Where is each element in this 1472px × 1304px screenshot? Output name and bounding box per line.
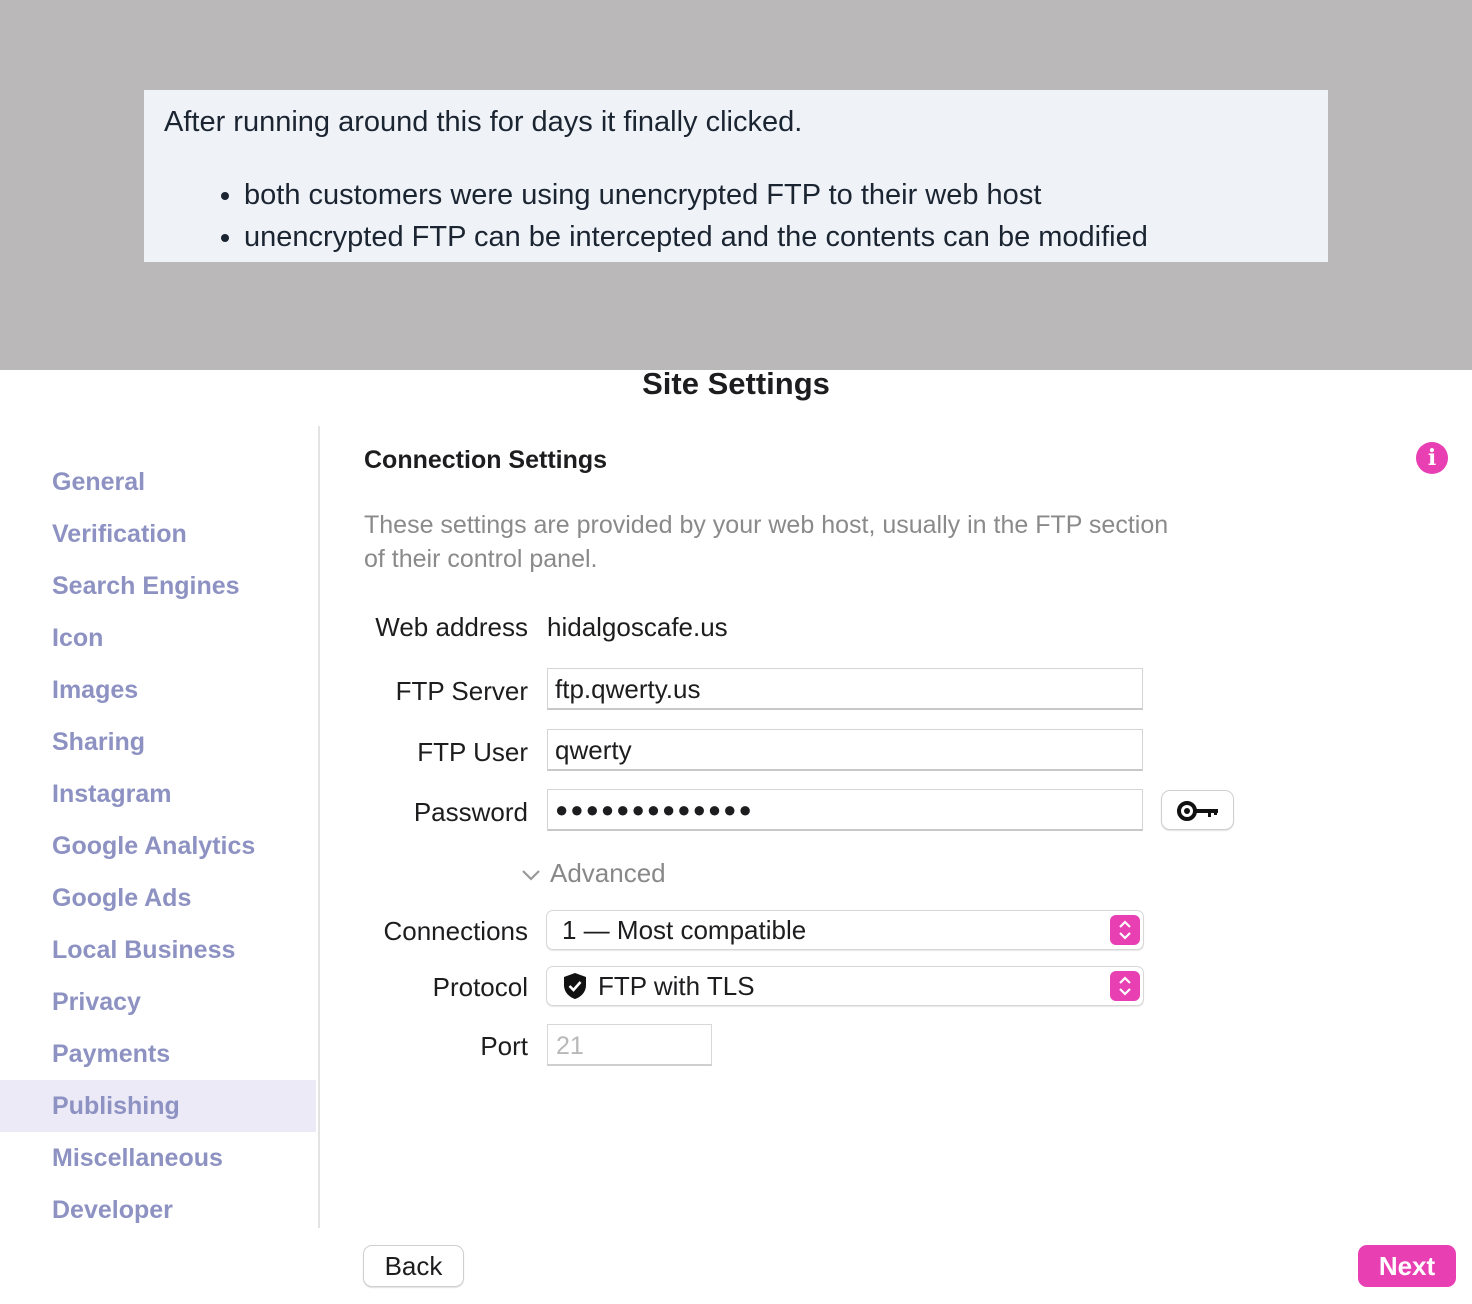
shield-check-icon: [562, 972, 588, 1000]
sidebar-item-search-engines[interactable]: Search Engines: [52, 572, 240, 600]
ftp-user-label: FTP User: [417, 737, 528, 767]
sidebar-item-developer[interactable]: Developer: [52, 1196, 173, 1224]
advanced-label: Advanced: [550, 858, 666, 888]
protocol-value: FTP with TLS: [598, 971, 755, 1001]
sidebar-item-miscellaneous[interactable]: Miscellaneous: [52, 1144, 223, 1172]
sidebar-item-sharing[interactable]: Sharing: [52, 728, 146, 756]
protocol-select[interactable]: [546, 966, 1144, 1006]
sidebar-item-payments[interactable]: Payments: [52, 1040, 171, 1068]
background-banner: [0, 0, 1472, 370]
info-icon[interactable]: i: [1416, 442, 1448, 474]
port-field[interactable]: 21: [547, 1024, 712, 1066]
sidebar-item-images[interactable]: Images: [52, 676, 139, 704]
quote-box: [144, 90, 1328, 262]
quote-bullet: • unencrypted FTP can be intercepted and the contents can be modified: [244, 216, 1308, 258]
connections-label: Connections: [383, 916, 528, 946]
section-title: Connection Settings: [364, 446, 608, 474]
sidebar-item-privacy[interactable]: Privacy: [52, 988, 141, 1016]
up-down-arrows-icon: [1110, 915, 1140, 945]
web-address-value: hidalgoscafe.us: [547, 612, 728, 642]
sidebar-item-icon[interactable]: Icon: [52, 624, 104, 652]
connections-select[interactable]: [546, 910, 1144, 950]
next-button[interactable]: Next: [1358, 1245, 1456, 1287]
chevron-down-icon: [520, 868, 542, 882]
connections-value: 1 — Most compatible: [562, 915, 807, 945]
advanced-toggle[interactable]: [520, 858, 666, 889]
window-title: Site Settings: [642, 366, 830, 401]
up-down-arrows-icon: [1110, 971, 1140, 1001]
sidebar-item-google-analytics[interactable]: Google Analytics: [52, 832, 256, 860]
sidebar-item-verification[interactable]: Verification: [52, 520, 187, 548]
password-field[interactable]: ●●●●●●●●●●●●●: [547, 789, 1143, 831]
password-key-button[interactable]: [1161, 790, 1234, 830]
section-description: These settings are provided by your web host, usually in the FTP section of their control panel.: [364, 511, 1169, 573]
sidebar-item-instagram[interactable]: Instagram: [52, 780, 172, 808]
sidebar-item-google-ads[interactable]: Google Ads: [52, 884, 192, 912]
protocol-label: Protocol: [432, 972, 528, 1002]
sidebar: [0, 456, 318, 1236]
quote-bullet: • both customers were using unencrypted FTP to their web host: [244, 174, 1308, 216]
sidebar-item-general[interactable]: General: [52, 468, 146, 496]
quote-bullets: [164, 174, 1308, 258]
sidebar-item-local-business[interactable]: Local Business: [52, 936, 236, 964]
ftp-user-field[interactable]: qwerty: [547, 729, 1143, 771]
ftp-server-field[interactable]: ftp.qwerty.us: [547, 668, 1143, 710]
back-button[interactable]: Back: [363, 1245, 464, 1287]
ftp-server-label: FTP Server: [395, 676, 528, 706]
sidebar-item-publishing[interactable]: Publishing: [0, 1080, 316, 1132]
key-icon: [1162, 791, 1235, 831]
web-address-label: Web address: [375, 612, 528, 642]
port-label: Port: [480, 1031, 528, 1061]
quote-lead: After running around this for days it finally clicked.: [164, 106, 803, 138]
password-label: Password: [413, 797, 528, 827]
